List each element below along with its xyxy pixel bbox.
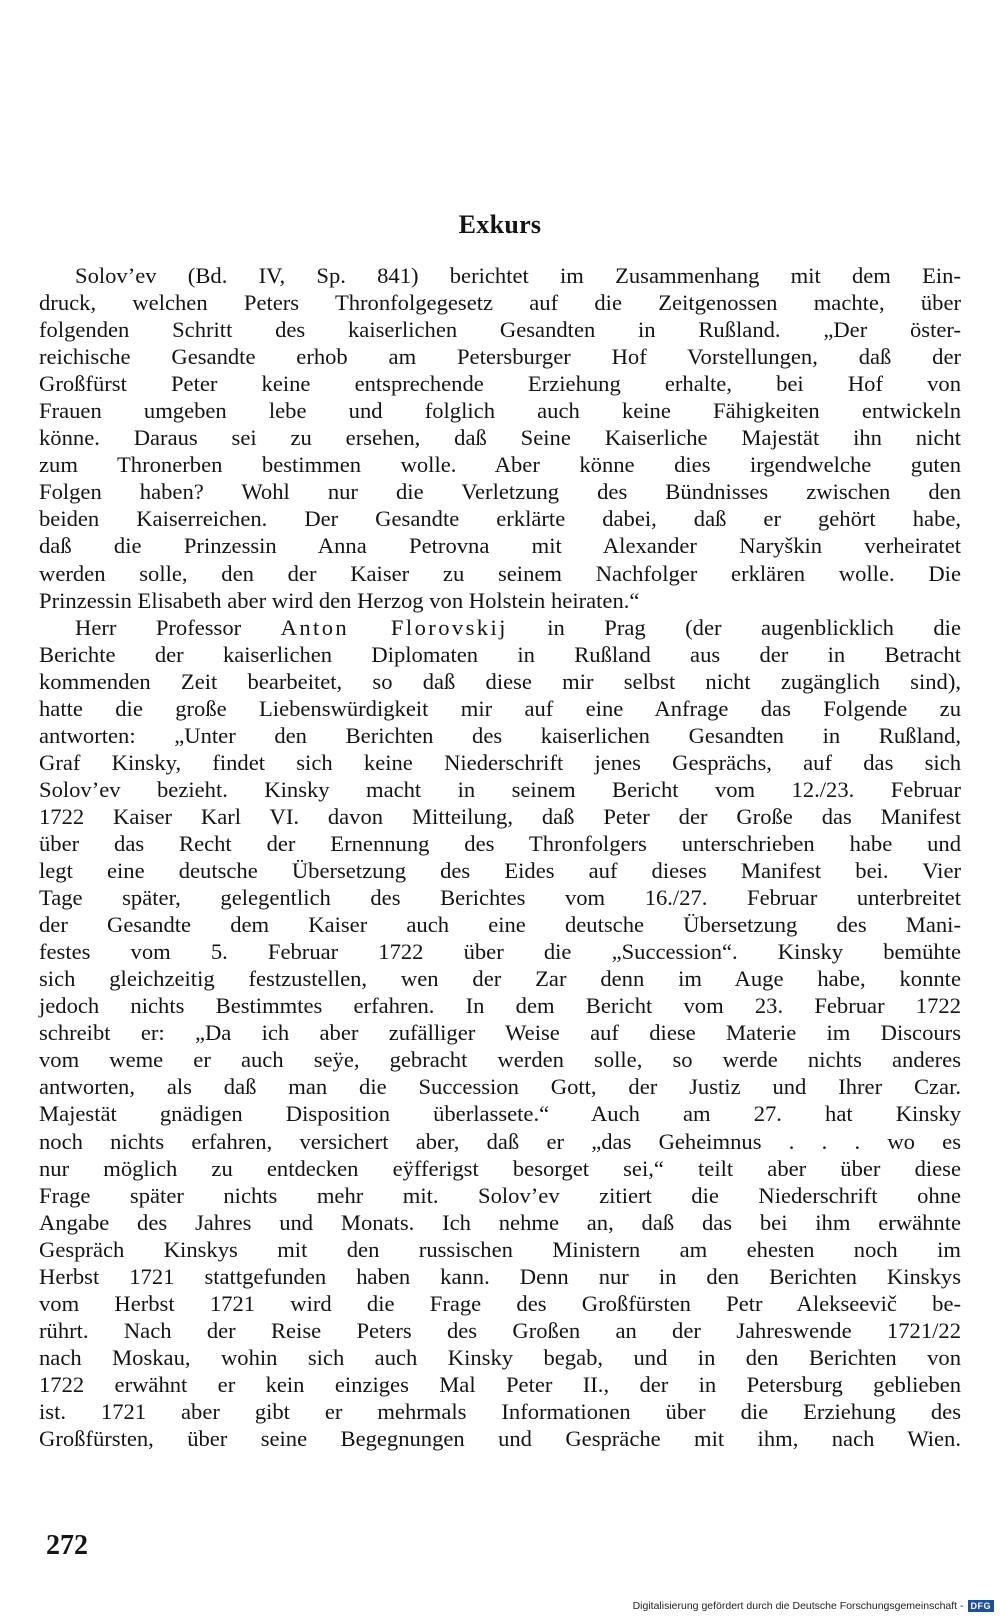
text-line: antworten, als daß man die Succession Gott, der Justiz und Ihrer Czar.	[39, 1074, 961, 1100]
text-line: rührt. Nach der Reise Peters des Großen an der Jahreswende 1721/22	[39, 1317, 961, 1343]
text-line: Solov’ev bezieht. Kinsky macht in seinem Bericht vom 12./23. Februar	[39, 776, 961, 802]
text-line: Herbst 1721 stattgefunden haben kann. Denn nur in den Berichten Kinskys	[39, 1263, 961, 1289]
text-line: Großfürst Peter keine entsprechende Erziehung erhalte, bei Hof von	[39, 371, 961, 397]
text-fragment: in Prag (der augenblicklich die	[507, 614, 961, 640]
text-line: beiden Kaiserreichen. Der Gesandte erklärte dabei, daß er gehört habe,	[39, 506, 961, 532]
text-line: Majestät gnädigen Disposition überlassete.“ Auch am 27. hat Kinsky	[39, 1101, 961, 1127]
text-line: folgenden Schritt des kaiserlichen Gesandten in Rußland. „Der öster-	[39, 317, 961, 343]
dfg-logo-icon: DFG	[968, 1600, 995, 1612]
text-line: nur möglich zu entdecken eÿfferigst besorget sei,“ teilt aber über diese	[39, 1155, 961, 1181]
text-line: sich gleichzeitig festzustellen, wen der Zar denn im Auge habe, konnte	[39, 966, 961, 992]
text-line: Solov’ev (Bd. IV, Sp. 841) berichtet im Zusammenhang mit dem Ein-	[75, 263, 961, 288]
text-line: kommenden Zeit bearbeitet, so daß diese mir selbst nicht zugänglich sind),	[39, 668, 961, 694]
text-line: Frauen umgeben lebe und folglich auch keine Fähigkeiten entwickeln	[39, 398, 961, 424]
body-text	[39, 262, 961, 1452]
text-line: festes vom 5. Februar 1722 über die „Succession“. Kinsky bemühte	[39, 939, 961, 965]
text-line: der Gesandte dem Kaiser auch eine deutsche Übersetzung des Mani-	[39, 912, 961, 938]
text-line: druck, welchen Peters Thronfolgegesetz auf die Zeitgenossen machte, über	[39, 290, 961, 316]
text-line: über das Recht der Ernennung des Thronfolgers unterschrieben habe und	[39, 830, 961, 856]
text-line: Folgen haben? Wohl nur die Verletzung des Bündnisses zwischen den	[39, 479, 961, 505]
text-line: vom Herbst 1721 wird die Frage des Großfürsten Petr Alekseevič be-	[39, 1290, 961, 1316]
text-line: Frage später nichts mehr mit. Solov’ev zitiert die Niederschrift ohne	[39, 1182, 961, 1208]
text-line: nach Moskau, wohin sich auch Kinsky begab, und in den Berichten von	[39, 1344, 961, 1370]
text-line: ist. 1721 aber gibt er mehrmals Informationen über die Erziehung des	[39, 1398, 961, 1424]
text-line: Angabe des Jahres und Monats. Ich nehme an, daß das bei ihm erwähnte	[39, 1209, 961, 1235]
author-name: Anton Florovskij	[280, 614, 508, 640]
text-line: Graf Kinsky, findet sich keine Niederschrift jenes Gesprächs, auf das sich	[39, 749, 961, 775]
text-line: schreibt er: „Da ich aber zufälliger Weise auf diese Materie im Discours	[39, 1020, 961, 1046]
credit-text: Digitalisierung gefördert durch die Deutsche Forschungsgemeinschaft -	[632, 1600, 964, 1612]
text-line: jedoch nichts Bestimmtes erfahren. In dem Bericht vom 23. Februar 1722	[39, 993, 961, 1019]
text-line: 1722 Kaiser Karl VI. davon Mitteilung, daß Peter der Große das Manifest	[39, 803, 961, 829]
text-line: werden solle, den der Kaiser zu seinem Nachfolger erklären wolle. Die	[39, 560, 961, 586]
text-line: zum Thronerben bestimmen wolle. Aber könne dies irgendwelche guten	[39, 452, 961, 478]
page-number: 272	[46, 1530, 88, 1561]
text-line: Großfürsten, über seine Begegnungen und Gespräche mit ihm, nach Wien.	[39, 1426, 961, 1452]
section-heading: Exkurs	[458, 210, 542, 239]
text-line: hatte die große Liebenswürdigkeit mir auf eine Anfrage das Folgende zu	[39, 695, 961, 721]
text-line: reichische Gesandte erhob am Petersburger Hof Vorstellungen, daß der	[39, 344, 961, 370]
text-line: Gespräch Kinskys mit den russischen Ministern am ehesten noch im	[39, 1236, 961, 1262]
text-line: 1722 erwähnt er kein einziges Mal Peter II., der in Petersburg geblieben	[39, 1371, 961, 1397]
text-line: Tage später, gelegentlich des Berichtes vom 16./27. Februar unterbreitet	[39, 885, 961, 911]
text-line: Berichte der kaiserlichen Diplomaten in Rußland aus der in Betracht	[39, 641, 961, 667]
text-line: könne. Daraus sei zu ersehen, daß Seine Kaiserliche Majestät ihn nicht	[39, 425, 961, 451]
text-line: vom weme er auch seÿe, gebracht werden solle, so werde nichts anderes	[39, 1047, 961, 1073]
text-line: antworten: „Unter den Berichten des kaiserlichen Gesandten in Rußland,	[39, 722, 961, 748]
text-fragment: Herr Professor	[75, 614, 281, 640]
text-line: noch nichts erfahren, versichert aber, daß er „das Geheimnus . . . wo es	[39, 1128, 961, 1154]
text-line: daß die Prinzessin Anna Petrovna mit Alexander Naryškin verheiratet	[39, 533, 961, 559]
text-line	[39, 614, 961, 641]
text-line: Prinzessin Elisabeth aber wird den Herzog von Holstein heiraten.“	[39, 587, 640, 613]
digitization-credit	[633, 1600, 994, 1612]
text-line: legt eine deutsche Übersetzung des Eides auf dieses Manifest bei. Vier	[39, 858, 961, 884]
